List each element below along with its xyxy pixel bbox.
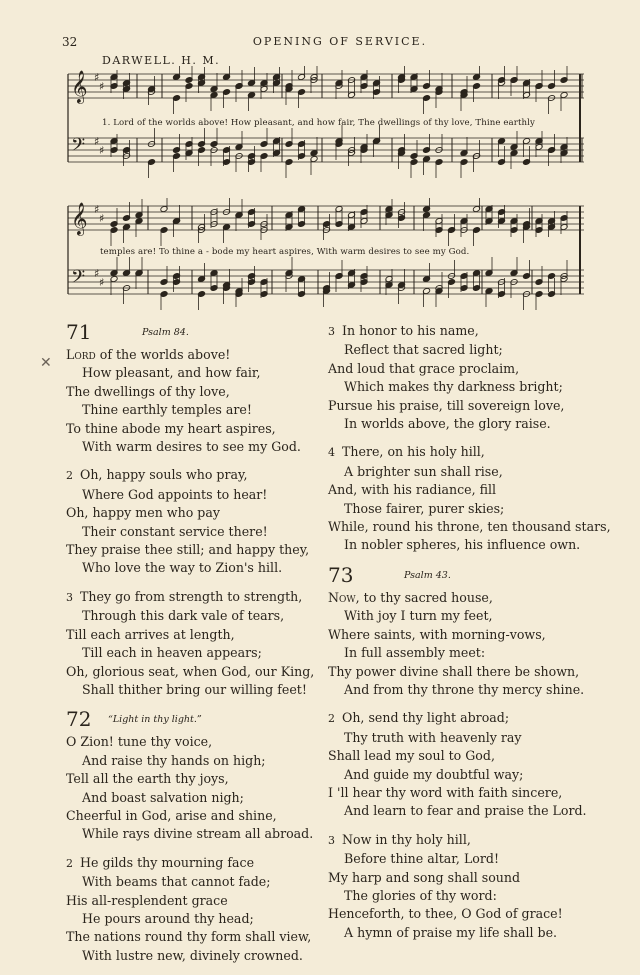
verse-line-text: Thy power divine shall there be shown, [328, 663, 580, 679]
stanza-number: 2 [328, 712, 335, 726]
verse-line [66, 681, 321, 699]
verse-line-text: In worlds above, the glory raise. [344, 416, 551, 432]
pencil-mark: ✕ [40, 355, 52, 371]
verse-line-text: He pours around thy head; [82, 910, 254, 926]
verse-line-text: With lustre new, divinely crowned. [82, 947, 303, 963]
verse-line [66, 854, 321, 873]
verse-line [66, 892, 321, 910]
verse-line-text: My harp and song shall sound [328, 869, 521, 885]
stanza [328, 443, 611, 554]
right-column [328, 322, 611, 952]
verse-line [328, 500, 598, 518]
tune-name: DARWELL. H. M. [102, 54, 221, 67]
stanza-number: 3 [66, 590, 73, 604]
hymn-73 [328, 562, 598, 942]
lyric-line-1: 1. Lord of the worlds above! How pleasant, and how fair, The dwellings of thy love, Thine earthly [102, 118, 535, 128]
verse-line-text: In honor to his name, [342, 323, 479, 338]
verse-line [66, 928, 321, 946]
verse-line [66, 420, 321, 438]
hymn-scripture-reference: Psalm 43. [404, 569, 451, 581]
verse-line-text: Their constant service there! [82, 523, 268, 539]
verse-line-text: Through this dark vale of tears, [82, 608, 285, 624]
verse-line-text: And from thy throne thy mercy shine. [344, 681, 585, 697]
verse-line [328, 341, 598, 359]
verse-line [66, 789, 321, 807]
verse-line-text: Now, to thy sacred house, [328, 589, 493, 605]
page-number: 32 [62, 35, 78, 49]
verse-line-text: Oh, send thy light abroad; [342, 710, 510, 726]
verse-line [66, 947, 321, 965]
verse-line-text: Henceforth, to thee, O God of grace! [328, 906, 563, 922]
stanza [328, 322, 598, 433]
verse-line-text: Now in thy holy hill, [342, 831, 471, 847]
verse-line-text: Oh, happy souls who pray, [80, 467, 248, 483]
verse-line [328, 415, 598, 433]
verse-line [328, 887, 598, 905]
verse-line-text: While rays divine stream all abroad. [82, 826, 314, 842]
verse-line [66, 559, 321, 577]
bass-clef-icon: 𝄢 [71, 267, 86, 292]
verse-line-text: Till each in heaven appears; [82, 645, 262, 661]
verse-line-text: I 'll hear thy word with faith sincere, [328, 784, 563, 800]
verse-line-text: Lord of the worlds above! [66, 347, 231, 362]
verse-line [66, 910, 321, 928]
verse-line-text: A hymn of praise my life shall be. [344, 924, 558, 940]
verse-line [66, 346, 321, 364]
verse-line-text: With warm desires to see my God. [82, 439, 301, 455]
verse-line [328, 463, 598, 481]
lyric-line-2: temples are! To thine a - bode my heart aspires, With warm desires to see my God. [100, 247, 470, 257]
verse-line [328, 443, 598, 462]
verse-line-text: And boast salvation nigh; [82, 789, 244, 805]
verse-line-text: How pleasant, and how fair, [82, 365, 261, 381]
verse-line-text: Where God appoints to hear! [82, 486, 268, 502]
verse-line [66, 663, 321, 681]
stanza [328, 709, 598, 820]
sharp-icon: ♯ [99, 144, 105, 157]
verse-line-text: The nations round thy form shall view, [66, 929, 312, 945]
stanza [66, 466, 321, 577]
verse-line-text: Shall lead my soul to God, [328, 748, 495, 764]
verse-line [328, 322, 598, 341]
verse-line [66, 401, 321, 419]
verse-line [66, 873, 321, 891]
verse-line [66, 364, 321, 382]
verse-line [328, 518, 611, 536]
verse-line [328, 607, 598, 625]
stanza [328, 589, 598, 699]
verse-line-text: In full assembly meet: [344, 645, 486, 661]
treble-clef-icon: 𝄞 [71, 70, 88, 103]
verse-line [328, 766, 598, 784]
hymn-number: 71 [66, 320, 92, 344]
hymn-72 [66, 709, 321, 965]
verse-line-text: Till each arrives at length, [66, 626, 235, 642]
sharp-icon: ♯ [99, 212, 105, 225]
hymn-header [66, 322, 321, 346]
verse-line [66, 523, 321, 541]
verse-line-text: While, round his throne, ten thousand stars, [328, 519, 611, 535]
sharp-icon: ♯ [94, 203, 100, 216]
hymn-71 [66, 322, 321, 699]
verse-line [328, 869, 598, 887]
verse-line-text: Who love the way to Zion's hill. [82, 560, 283, 576]
verse-line [66, 807, 321, 825]
sharp-icon: ♯ [99, 276, 105, 289]
verse-line [328, 905, 598, 923]
verse-line-text: With joy I turn my feet, [344, 608, 493, 624]
verse-line [66, 644, 321, 662]
verse-line [328, 378, 598, 396]
verse-line [66, 733, 321, 751]
stanza [66, 854, 321, 965]
verse-line [328, 644, 598, 662]
verse-line-text: Which makes thy darkness bright; [344, 379, 563, 395]
verse-line [66, 825, 321, 843]
music-system-2 [62, 198, 592, 318]
hymn-number: 72 [66, 707, 92, 732]
verse-line-text: Oh, happy men who pay [66, 505, 220, 521]
verse-line [66, 541, 321, 559]
verse-line [66, 588, 321, 607]
verse-line-text: They go from strength to strength, [80, 588, 303, 604]
verse-line-text: He gilds thy mourning face [80, 854, 255, 870]
verse-line [328, 360, 598, 378]
treble-clef-icon: 𝄞 [71, 202, 88, 235]
verse-line [66, 770, 321, 788]
verse-line [66, 466, 321, 485]
verse-line [66, 626, 321, 644]
verse-line-text: And, with his radiance, fill [328, 482, 497, 498]
verse-line-text: In nobler spheres, his influence own. [344, 537, 581, 553]
verse-line [328, 589, 598, 607]
hymn-header [328, 562, 598, 589]
verse-line [66, 438, 321, 456]
stanza-number: 4 [328, 446, 335, 460]
verse-line-text: A brighter sun shall rise, [344, 463, 503, 479]
stanza [66, 733, 321, 843]
left-column [66, 322, 321, 975]
sharp-icon: ♯ [94, 135, 100, 148]
sharp-icon: ♯ [94, 267, 100, 280]
hymn-header [66, 709, 321, 733]
verse-line-text: Those fairer, purer skies; [344, 500, 505, 516]
verse-line-text: And loud that grace proclaim, [328, 360, 520, 376]
verse-line-text: Cheerful in God, arise and shine, [66, 807, 277, 823]
verse-line [328, 709, 598, 728]
verse-line-text: Reflect that sacred light; [344, 342, 503, 358]
verse-line-text: And guide my doubtful way; [344, 766, 524, 782]
verse-line [328, 729, 598, 747]
verse-line-text: The glories of thy word: [344, 887, 497, 903]
hymn-continued [328, 322, 611, 555]
stanza-number: 3 [328, 325, 335, 338]
verse-line-text: There, on his holy hill, [342, 444, 485, 460]
verse-line [328, 481, 598, 499]
hymn-scripture-reference: Psalm 84. [142, 327, 189, 338]
sharp-icon: ♯ [94, 71, 100, 84]
stanza [66, 588, 321, 699]
running-title: OPENING OF SERVICE. [252, 35, 428, 48]
verse-line-text: Shall thither bring our willing feet! [82, 681, 307, 697]
hymn-number: 73 [328, 562, 354, 587]
verse-line [328, 850, 598, 868]
sharp-icon: ♯ [99, 80, 105, 93]
verse-line [328, 784, 598, 802]
verse-line [66, 504, 321, 522]
verse-line [328, 626, 598, 644]
staff-system-2-svg [62, 198, 592, 318]
verse-line-text: And learn to fear and praise the Lord. [344, 803, 587, 819]
verse-line-text: The dwellings of thy love, [66, 383, 230, 399]
verse-line [328, 681, 598, 699]
verse-line [328, 397, 598, 415]
verse-line [66, 486, 321, 504]
verse-line-text: Before thine altar, Lord! [344, 851, 500, 867]
verse-line [328, 747, 598, 765]
verse-line [66, 607, 321, 625]
verse-line-text: Oh, glorious seat, when God, our King, [66, 663, 315, 679]
stanza-number: 2 [66, 856, 73, 870]
verse-line-text: With beams that cannot fade; [82, 874, 271, 890]
hymn-scripture-reference: “Light in thy light.” [108, 714, 202, 726]
stanza-number: 3 [328, 833, 335, 847]
stanza [328, 831, 598, 942]
verse-line-text: And raise thy hands on high; [82, 752, 266, 768]
verse-line-text: Pursue his praise, till sovereign love, [328, 397, 565, 413]
verse-line-text: Tell all the earth thy joys, [66, 771, 229, 787]
verse-line-text: His all-resplendent grace [66, 892, 228, 908]
verse-line [328, 536, 598, 554]
verse-line [328, 663, 598, 681]
verse-line-text: O Zion! tune thy voice, [66, 734, 213, 750]
verse-line-text: Thine earthly temples are! [82, 402, 252, 418]
verse-line [328, 802, 598, 820]
verse-line [66, 383, 321, 401]
bass-clef-icon: 𝄢 [71, 135, 86, 160]
verse-line [66, 752, 321, 770]
verse-line [328, 924, 598, 942]
verse-line-text: Thy truth with heavenly ray [344, 729, 522, 745]
verse-line-text: They praise thee still; and happy they, [66, 542, 310, 558]
verse-line-text: To thine abode my heart aspires, [66, 420, 276, 436]
verse-line-text: Where saints, with morning-vows, [328, 626, 546, 642]
stanza [66, 346, 321, 456]
verse-line [328, 831, 598, 850]
stanza-number: 2 [66, 469, 73, 483]
